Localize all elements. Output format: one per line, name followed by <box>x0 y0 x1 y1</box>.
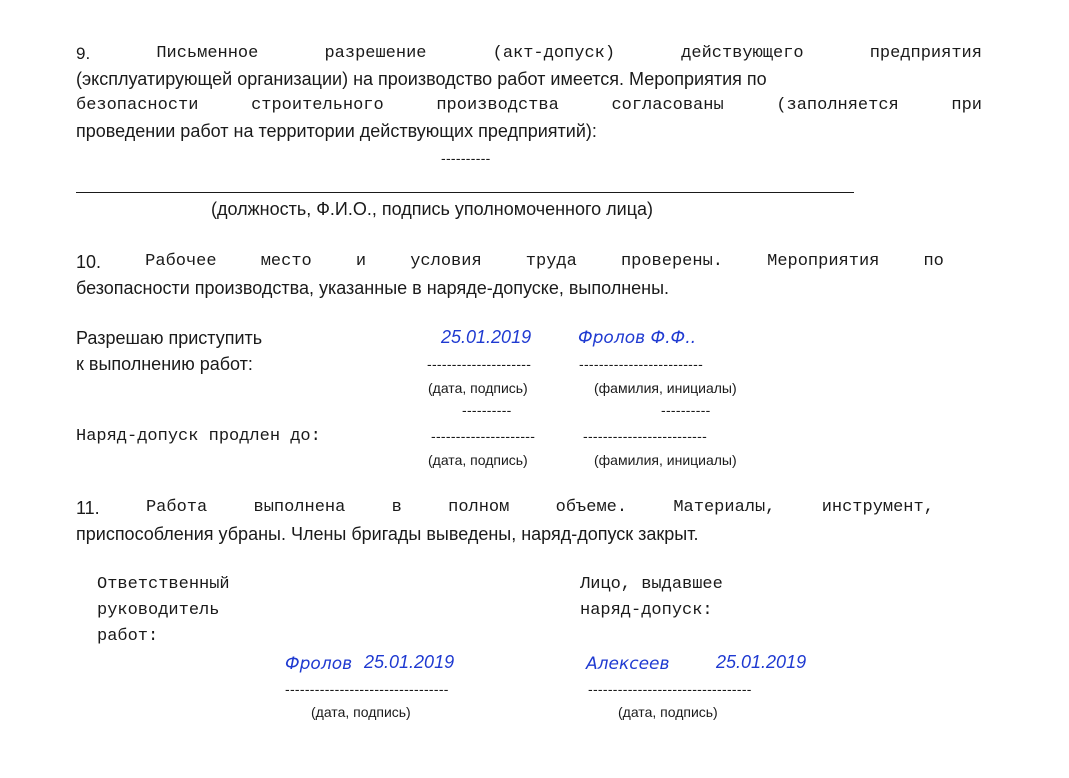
section10-word: место <box>260 252 312 271</box>
section9-line3 <box>76 96 982 115</box>
issuer-date-handwritten: 25.01.2019 <box>716 652 807 672</box>
section9-line4: проведении работ на территории действующих предприятий): <box>76 121 597 141</box>
section11-number: 11. <box>76 498 100 518</box>
permit-name-handwritten: Фролов Ф.Ф.. <box>578 328 696 348</box>
responsible-sign-line: --------------------------------- <box>285 681 449 697</box>
section10-word: и <box>355 252 367 271</box>
section9-line1 <box>76 44 982 64</box>
section9-word: безопасности <box>76 96 199 115</box>
section10-number: 10. <box>76 252 102 272</box>
section9-word: производства <box>436 96 559 115</box>
section9-word: при <box>951 96 982 115</box>
section10-line1 <box>76 252 944 273</box>
section9-line2: (эксплуатирующей организации) на производство работ имеется. Мероприятия по <box>76 69 767 89</box>
caption-name: (фамилия, инициалы) <box>594 380 737 396</box>
responsible-label: руководитель <box>97 601 220 620</box>
section9-word: действующего <box>681 44 804 63</box>
section11-line1 <box>76 498 934 519</box>
section9-word: Письменное <box>156 44 259 63</box>
permit-label: Разрешаю приступить <box>76 328 263 348</box>
section11-word: Материалы, <box>673 498 776 517</box>
section9-word: строительного <box>251 96 384 115</box>
section11-word: выполнена <box>253 498 346 517</box>
section10-word: Рабочее <box>145 252 217 271</box>
caption-date-sign: (дата, подпись) <box>311 704 411 720</box>
section10-word: условия <box>410 252 482 271</box>
section11-word: инструмент, <box>821 498 934 517</box>
section9-word: (акт-допуск) <box>492 44 616 63</box>
caption-date-sign: (дата, подпись) <box>618 704 718 720</box>
caption-date-sign: (дата, подпись) <box>428 452 528 468</box>
section11-word: объеме. <box>555 498 628 517</box>
permit-name-line: ------------------------- <box>579 356 704 372</box>
extended-label: Наряд-допуск продлен до: <box>76 427 321 446</box>
permit-label: к выполнению работ: <box>76 354 253 374</box>
section9-word: разрешение <box>324 44 427 63</box>
responsible-label: Ответственный <box>97 575 230 594</box>
issuer-name-handwritten: Алексеев <box>586 654 670 674</box>
issuer-label: Лицо, выдавшее <box>580 575 723 594</box>
extended-name-line: ------------------------- <box>583 428 708 444</box>
section10-word: по <box>923 252 944 271</box>
issuer-sign-line: --------------------------------- <box>588 681 752 697</box>
signature-rule <box>76 192 854 193</box>
section10-word: Мероприятия <box>767 252 880 271</box>
mid-dashes: ---------- <box>661 402 711 418</box>
permit-date-line: --------------------- <box>427 356 532 372</box>
section9-number: 9. <box>76 44 91 63</box>
section9-dashes: ---------- <box>441 150 491 166</box>
caption-date-sign: (дата, подпись) <box>428 380 528 396</box>
mid-dashes: ---------- <box>462 402 512 418</box>
section11-word: в <box>391 498 402 517</box>
section9-word: предприятия <box>869 44 982 63</box>
section11-word: Работа <box>145 498 208 517</box>
issuer-label: наряд-допуск: <box>580 601 713 620</box>
section9-word: (заполняется <box>776 96 899 115</box>
caption-name: (фамилия, инициалы) <box>594 452 737 468</box>
section11-line2: приспособления убраны. Члены бригады выведены, наряд-допуск закрыт. <box>76 524 699 544</box>
responsible-name-handwritten: Фролов <box>285 654 353 674</box>
extended-date-line: --------------------- <box>431 428 536 444</box>
section9-caption: (должность, Ф.И.О., подпись уполномоченного лица) <box>211 199 654 219</box>
permit-date-handwritten: 25.01.2019 <box>441 327 532 347</box>
section11-word: полном <box>448 498 510 517</box>
responsible-label: работ: <box>97 627 159 646</box>
section9-word: согласованы <box>611 96 724 115</box>
section10-word: проверены. <box>620 252 723 271</box>
section10-line2: безопасности производства, указанные в наряде-допуске, выполнены. <box>76 278 670 298</box>
section10-word: труда <box>525 252 577 271</box>
responsible-date-handwritten: 25.01.2019 <box>364 652 455 672</box>
